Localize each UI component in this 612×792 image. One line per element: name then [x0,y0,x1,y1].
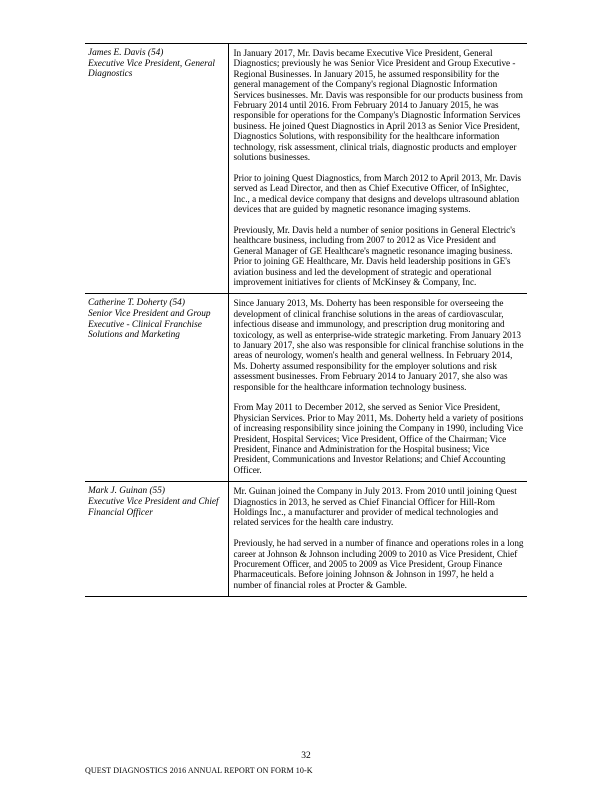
executive-row [85,482,527,597]
executive-officers-table [85,43,527,597]
executive-bio-cell [228,294,527,482]
executive-name-cell [85,294,228,482]
bio-paragraph: Prior to joining Quest Diagnostics, from March 2012 to April 2013, Mr. Davis served as Lead Director, and then as Chief Executive Officer, of InSightec, Inc., a medical device company that designs and develops ultrasound ablation devices that are guided by magnetic resonance imaging systems. [233,172,522,215]
executive-title: Executive Vice President and Chief Financial Officer [88,496,219,518]
bio-paragraph: Since January 2013, Ms. Doherty has been responsible for overseeing the development of clinical franchise solutions in the areas of cardiovascular, infectious disease and immunology, and prescription drug monitoring and toxicology, as well as enterprise-wide strategic marketing. From January 2013 to January 2017, she also was responsible for clinical franchise solutions in the areas of neurology, women's health and general wellness. In February 2014, Ms. Doherty assumed responsibility for the employer solutions and risk assessment businesses. From February 2014 to January 2017, she also was responsible for the healthcare information technology business. [233,298,524,392]
executive-bio-cell [228,44,527,294]
executive-bio-cell [228,482,527,597]
bio-paragraph: From May 2011 to December 2012, she served as Senior Vice President, Physician Services. Prior to May 2011, Ms. Doherty held a variety of positions of increasing responsibility since joining the Company in 1990, including Vice President, Hospital Services; Vice President, Office of the Chairman; Vice President, Finance and Administration for the Hospital business; Vice President, Communications and Investor Relations; and Chief Accounting Officer. [233,402,524,475]
executive-title: Executive Vice President, General Diagnostics [88,58,215,80]
executive-name: Mark J. Guinan (55) [88,486,165,497]
bio-paragraph: Previously, he had served in a number of finance and operations roles in a long career at Johnson & Johnson including 2009 to 2010 as Vice President, Chief Procurement Officer, and 2005 to 2009 as Vice President, Group Finance Pharmaceuticals. Before joining Johnson & Johnson in 1997, he held a number of financial roles at Procter & Gamble. [233,538,524,590]
executive-name: James E. Davis (54) [88,48,164,58]
executive-name-cell [85,482,228,597]
executive-row [85,294,527,482]
executive-title: Senior Vice President and Group Executive - Clinical Franchise Solutions and Marketing [88,309,211,341]
executive-name-cell [85,44,228,294]
bio-paragraph: Previously, Mr. Davis held a number of senior positions in General Electric's healthcare business, including from 2007 to 2012 as Vice President and General Manager of GE Healthcare's magnetic resonance imaging business. Prior to joining GE Healthcare, Mr. Davis held leadership positions in GE's aviation business and led the development of strategic and operational improvement initiatives for clients of McKinsey & Company, Inc. [233,224,516,287]
page-footer: QUEST DIAGNOSTICS 2016 ANNUAL REPORT ON FORM 10-K [85,766,313,775]
bio-paragraph: Mr. Guinan joined the Company in July 2013. From 2010 until joining Quest Diagnostics in 2013, he served as Chief Financial Officer for Hill-Rom Holdings Inc., a manufacturer and provider of medical technologies and related services for the health care industry. [233,486,517,528]
bio-paragraph: In January 2017, Mr. Davis became Executive Vice President, General Diagnostics; previously he was Senior Vice President and Group Executive - Regional Businesses. In January 2015, he assumed responsibility for the general management of the Company's regional Diagnostic Information Services businesses. Mr. Davis was responsible for our products business from February 2014 until 2016. From February 2014 to January 2015, he was responsible for operations for the Company's Diagnostic Information Services business. He joined Quest Diagnostics in April 2013 as Senior Vice President, Diagnostics Solutions, with responsibility for the healthcare information technology, risk assessment, clinical trials, diagnostic products and employer solutions businesses. [233,48,523,163]
executive-row [85,44,527,294]
executive-name: Catherine T. Doherty (54) [88,298,185,309]
page-number: 32 [301,751,311,761]
